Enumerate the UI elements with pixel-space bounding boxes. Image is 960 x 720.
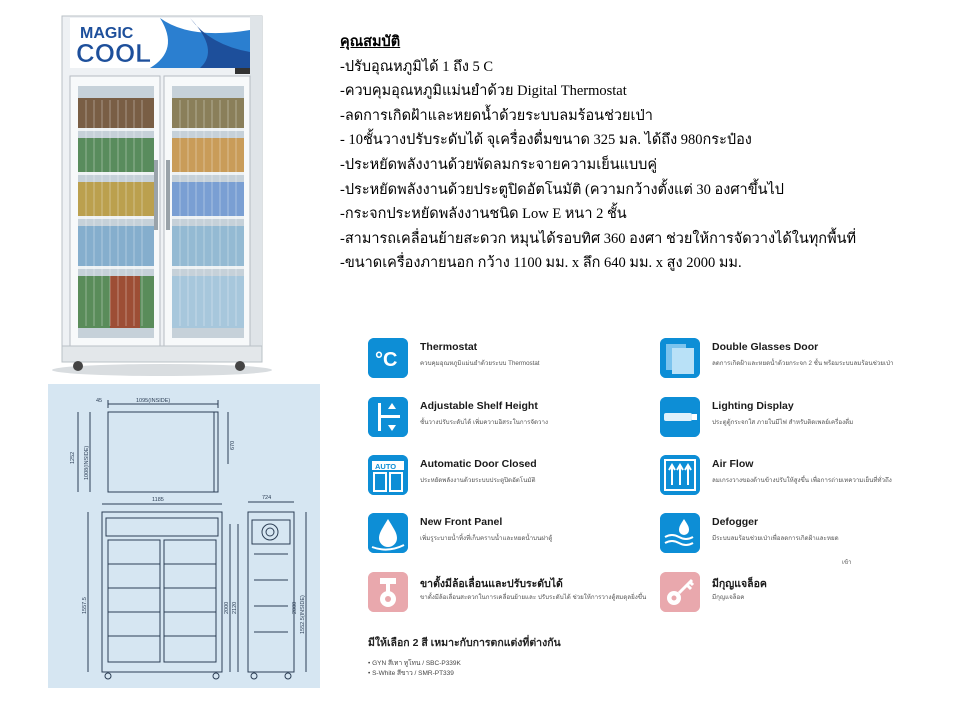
feature-front-panel: [368, 513, 658, 561]
feature-title: Defogger: [712, 516, 759, 528]
dim-left-h2: 1008(INSIDE): [84, 445, 90, 480]
color-options-title: มีให้เลือก 2 สี เหมาะกับการตกแต่งที่ต่างกัน: [368, 637, 561, 649]
dim-side-h1: 2000: [292, 601, 298, 614]
spec-line: -ประหยัดพลังงานด้วยประตูปิดอัตโนมัติ (ความกว้างตั้งแต่ 30 องศาขึ้นไป: [340, 181, 785, 198]
key-icon: [660, 572, 700, 612]
dim-right-h: 670: [230, 440, 236, 450]
wheel: [235, 361, 245, 371]
water-drop-icon: [368, 513, 408, 553]
feature-double-glass: [660, 338, 950, 386]
brand-magic: MAGIC: [80, 25, 134, 42]
feature-desc: ลมเกรงวางของด้านข้างปรับให้สูงขึ้น เพื่อการถ่ายเทความเย็นที่ทั่วถึง: [712, 477, 892, 484]
spec-line: -ปรับอุณหภูมิได้ 1 ถึง 5 C: [340, 58, 494, 75]
dim-top-inner: 1095(INSIDE): [136, 398, 171, 404]
spec-title: คุณสมบัติ: [340, 34, 401, 50]
feature-title: Automatic Door Closed: [420, 458, 537, 470]
dim-left-h1: 1252: [70, 451, 76, 464]
double-glass-icon: [660, 338, 700, 378]
top-view: [108, 412, 218, 492]
feature-lock: [660, 572, 950, 620]
spec-line: -สามารถเคลื่อนย้ายสะดวก หมุนได้รอบทิศ 360 องศา ช่วยให้การจัดวางได้ในทุกพื้นที่: [340, 230, 857, 247]
feature-desc: ควบคุมอุณหภูมิแม่นยำด้วยระบบ Thermostat: [420, 360, 540, 367]
feature-desc: เพิ่มรูระบายน้ำทิ้งที่เก็บคราบน้ำและหยดน้ำบนฝาตู้: [420, 535, 553, 542]
feature-airflow: [660, 455, 950, 503]
feature-desc: ลดการเกิดฝ้าและหยดน้ำด้วยกระจก 2 ชั้น พร้อมระบบลมร้อนช่วยเป่า: [712, 360, 894, 367]
feature-title: Lighting Display: [712, 400, 794, 412]
dim-front-width: 1185: [152, 497, 164, 503]
spec-line: -ขนาดเครื่องภายนอก กว้าง 1100 มม. x ลึก 640 มม. x สูง 2000 มม.: [340, 255, 742, 272]
feature-thermostat: [368, 338, 658, 386]
feature-title: Adjustable Shelf Height: [420, 400, 538, 412]
thermostat-icon: [368, 338, 408, 378]
feature-desc: ชั้นวางปรับระดับได้ เพิ่มความอิสระในการจัดวาง: [420, 419, 549, 426]
feature-desc: ขาตั้งมีล้อเลื่อนสะดวกในการเคลื่อนย้ายและ ปรับระดับได้ ช่วยให้การวางตู้สมดุลยิ่งขึ้น: [420, 594, 647, 601]
wheel: [73, 361, 83, 371]
feature-desc: มีกุญแจล็อค: [712, 594, 745, 601]
feature-title: Thermostat: [420, 341, 478, 353]
feature-desc: ประหยัดพลังงานด้วยระบบประตูปิดอัตโนมัติ: [420, 477, 536, 484]
color-option: • GYN สีเทา ทูโทน / SBC-P339K: [368, 660, 461, 667]
feature-desc: มีระบบลมร้อนช่วยเป่าเพื่อลดการเกิดฝ้าและหยด: [712, 535, 839, 542]
svg-text:°C: °C: [375, 349, 398, 371]
door-handle-left: [154, 160, 158, 230]
product-photo: [40, 10, 280, 380]
auto-label: AUTO: [375, 462, 397, 471]
spec-line: -ประหยัดพลังงานด้วยพัดลมกระจายความเย็นแบบคู่: [340, 156, 658, 173]
dim-side-depth: 724: [262, 495, 272, 501]
spec-line: -กระจกประหยัดพลังงานชนิด Low E หนา 2 ชั้น: [340, 206, 627, 223]
dim-front-h1: 2000: [224, 601, 230, 614]
wheel-icon: [368, 572, 408, 612]
feature-title: Air Flow: [712, 458, 754, 470]
dim-side-h2: 1552.5(INSIDE): [300, 595, 306, 634]
dim-top-offset: 45: [96, 398, 103, 404]
feature-shelf: [368, 397, 658, 445]
shelf-height-icon: [368, 397, 408, 437]
defogger-icon: [660, 513, 700, 553]
dim-total-h: 1557.5: [82, 597, 88, 614]
feature-lighting: [660, 397, 950, 445]
door-handle-right: [166, 160, 170, 230]
feature-title: ขาตั้งมีล้อเลื่อนและปรับระดับได้: [420, 578, 563, 590]
airflow-icon: [660, 455, 700, 495]
technical-drawing: [48, 384, 320, 688]
spec-line: - 10ชั้นวางปรับระดับได้ จุเครื่องดื่มขนาด 325 มล. ได้ถึง 980กระป๋อง: [340, 132, 752, 149]
feature-wheels: [368, 572, 658, 620]
feature-note-end: เข้า: [842, 560, 852, 566]
spec-line: -ลดการเกิดฝ้าและหยดน้ำด้วยระบบลมร้อนช่วยเป่า: [340, 107, 653, 124]
feature-desc: ประตูตู้กระจกใส ภายในมีไฟ สำหรับติดเพลย์เครื่องดื่ม: [712, 419, 854, 426]
auto-door-icon: [368, 455, 408, 495]
spec-line: -ควบคุมอุณหภูมิแม่นยำด้วย Digital Thermostat: [340, 83, 627, 100]
feature-defogger: [660, 513, 950, 561]
feature-title: มีกุญแจล็อค: [712, 578, 767, 590]
brand-cool: COOL: [76, 38, 152, 68]
feature-title: Double Glasses Door: [712, 341, 819, 353]
spec-list: [340, 30, 950, 276]
feature-auto-door: [368, 455, 658, 503]
dim-front-h2: 2120: [232, 601, 238, 614]
light-tube-icon: [660, 397, 700, 437]
color-option: • S-White สีขาว / SMR-PT339: [368, 670, 454, 677]
feature-title: New Front Panel: [420, 516, 503, 528]
